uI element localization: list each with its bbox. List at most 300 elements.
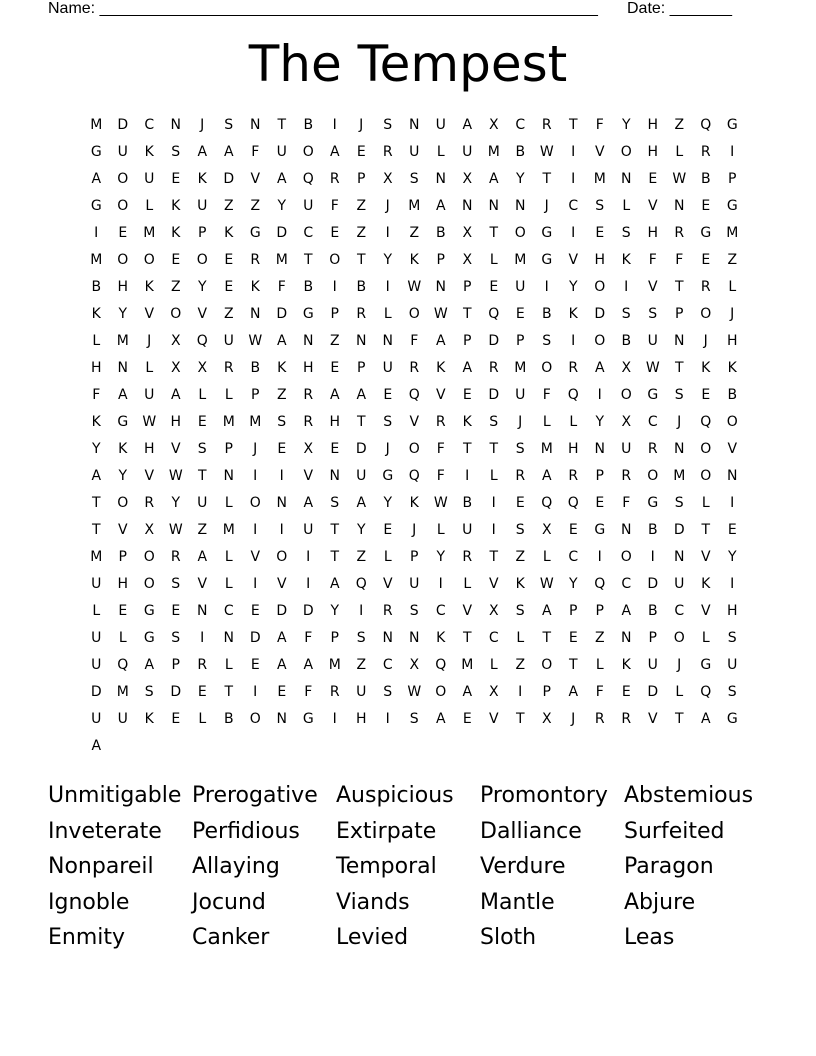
grid-letter: F: [595, 117, 604, 133]
grid-letter: C: [568, 198, 579, 214]
grid-letter: L: [701, 630, 710, 646]
grid-letter: U: [91, 657, 102, 673]
grid-letter: I: [359, 603, 364, 619]
grid-letter: N: [727, 468, 738, 484]
grid-letter: I: [279, 468, 284, 484]
grid-letter: E: [118, 603, 128, 619]
grid-letter: G: [249, 225, 261, 241]
grid-letter: F: [304, 684, 313, 700]
grid-letter: K: [91, 414, 101, 430]
grid-letter: O: [435, 684, 447, 700]
grid-letter: L: [595, 657, 604, 673]
grid-letter: U: [356, 684, 367, 700]
grid-letter: R: [303, 414, 314, 430]
grid-letter: N: [409, 117, 420, 133]
grid-letter: V: [197, 306, 208, 322]
grid-letter: Y: [356, 522, 366, 538]
grid-letter: L: [569, 414, 578, 430]
grid-letter: P: [595, 468, 604, 484]
grid-letter: Y: [568, 576, 578, 592]
word-bank-item: Inveterate: [48, 818, 162, 844]
grid-letter: R: [515, 468, 526, 484]
grid-letter: L: [463, 576, 472, 592]
grid-letter: B: [515, 144, 526, 160]
grid-letter: P: [542, 684, 551, 700]
grid-letter: M: [275, 252, 288, 268]
grid-letter: R: [356, 306, 367, 322]
grid-letter: I: [253, 576, 258, 592]
grid-letter: P: [595, 603, 604, 619]
grid-letter: T: [330, 549, 340, 565]
grid-letter: L: [489, 657, 498, 673]
grid-letter: O: [594, 333, 606, 349]
grid-letter: E: [277, 441, 287, 457]
grid-letter: M: [328, 657, 341, 673]
word-bank-item: Temporal: [336, 854, 437, 879]
grid-letter: L: [436, 144, 445, 160]
grid-letter: A: [276, 333, 287, 349]
grid-letter: F: [410, 333, 419, 349]
grid-letter: T: [356, 414, 366, 430]
grid-letter: I: [465, 468, 470, 484]
grid-letter: G: [726, 198, 738, 214]
grid-letter: X: [621, 360, 632, 376]
grid-letter: N: [621, 171, 632, 187]
grid-letter: S: [330, 495, 340, 511]
grid-letter: Z: [674, 117, 685, 133]
grid-letter: H: [594, 252, 606, 268]
grid-letter: N: [197, 603, 208, 619]
grid-letter: K: [727, 360, 737, 376]
grid-letter: J: [730, 306, 735, 322]
grid-letter: T: [197, 468, 207, 484]
grid-letter: E: [224, 279, 234, 295]
word-bank-item: Levied: [336, 925, 409, 950]
grid-letter: N: [594, 441, 605, 457]
grid-letter: B: [621, 333, 632, 349]
grid-letter: N: [303, 333, 314, 349]
grid-letter: B: [647, 603, 658, 619]
grid-letter: Y: [171, 495, 181, 511]
grid-letter: E: [515, 495, 525, 511]
grid-letter: P: [569, 603, 578, 619]
grid-letter: C: [621, 576, 632, 592]
grid-letter: B: [727, 387, 738, 403]
grid-letter: Q: [700, 117, 712, 133]
grid-letter: F: [92, 387, 101, 403]
grid-letter: Z: [223, 198, 234, 214]
grid-letter: L: [675, 144, 684, 160]
grid-letter: O: [143, 252, 155, 268]
grid-letter: E: [648, 171, 658, 187]
grid-letter: F: [622, 495, 631, 511]
grid-letter: D: [647, 684, 659, 700]
grid-letter: P: [357, 171, 366, 187]
grid-letter: Q: [700, 684, 712, 700]
grid-letter: I: [332, 279, 337, 295]
grid-letter: R: [488, 360, 499, 376]
grid-letter: R: [409, 360, 420, 376]
grid-letter: K: [436, 360, 446, 376]
grid-letter: O: [726, 414, 738, 430]
grid-letter: L: [489, 252, 498, 268]
grid-letter: N: [621, 522, 632, 538]
grid-letter: U: [462, 522, 473, 538]
grid-letter: T: [356, 252, 366, 268]
grid-letter: R: [303, 387, 314, 403]
grid-letter: C: [568, 549, 579, 565]
grid-letter: Y: [436, 549, 446, 565]
grid-letter: A: [276, 171, 287, 187]
grid-letter: S: [515, 441, 525, 457]
grid-letter: V: [250, 171, 261, 187]
grid-letter: S: [621, 225, 631, 241]
grid-letter: A: [541, 468, 552, 484]
grid-letter: R: [568, 360, 579, 376]
grid-letter: T: [674, 279, 684, 295]
grid-letter: A: [276, 630, 287, 646]
grid-letter: U: [647, 657, 658, 673]
grid-letter: R: [435, 414, 446, 430]
grid-letter: N: [435, 279, 446, 295]
grid-letter: G: [594, 522, 606, 538]
grid-letter: V: [170, 441, 181, 457]
grid-letter: A: [170, 387, 181, 403]
grid-letter: X: [462, 225, 473, 241]
grid-letter: G: [143, 630, 155, 646]
grid-letter: V: [700, 603, 711, 619]
word-bank-item: Surfeited: [624, 818, 725, 844]
grid-letter: K: [91, 306, 101, 322]
grid-letter: T: [330, 522, 340, 538]
grid-letter: A: [303, 657, 314, 673]
grid-letter: D: [355, 441, 367, 457]
grid-letter: N: [674, 441, 685, 457]
grid-letter: P: [675, 306, 684, 322]
grid-letter: M: [461, 657, 474, 673]
grid-letter: A: [91, 468, 102, 484]
grid-letter: D: [117, 117, 129, 133]
grid-letter: M: [116, 333, 129, 349]
grid-letter: K: [171, 198, 181, 214]
grid-letter: J: [412, 522, 417, 538]
grid-letter: E: [568, 522, 578, 538]
grid-letter: A: [91, 171, 102, 187]
grid-letter: O: [541, 360, 553, 376]
grid-letter: L: [516, 630, 525, 646]
grid-letter: A: [303, 495, 314, 511]
grid-letter: A: [144, 657, 155, 673]
grid-letter: O: [249, 495, 261, 511]
grid-letter: V: [117, 522, 128, 538]
grid-letter: V: [647, 711, 658, 727]
grid-letter: P: [728, 171, 737, 187]
grid-letter: V: [488, 711, 499, 727]
grid-letter: P: [648, 630, 657, 646]
grid-letter: O: [276, 549, 288, 565]
grid-letter: U: [91, 576, 102, 592]
grid-letter: V: [250, 549, 261, 565]
grid-letter: I: [200, 630, 205, 646]
grid-letter: C: [435, 603, 446, 619]
grid-letter: S: [727, 630, 737, 646]
grid-letter: A: [276, 657, 287, 673]
grid-letter: A: [462, 117, 473, 133]
grid-letter: W: [248, 333, 263, 349]
grid-letter: X: [541, 522, 552, 538]
grid-letter: L: [224, 387, 233, 403]
grid-letter: W: [407, 684, 422, 700]
grid-letter: P: [463, 333, 472, 349]
grid-letter: M: [673, 468, 686, 484]
grid-letter: S: [409, 171, 419, 187]
grid-letter: V: [647, 279, 658, 295]
grid-letter: J: [518, 414, 523, 430]
grid-letter: V: [568, 252, 579, 268]
grid-letter: T: [462, 630, 472, 646]
grid-letter: Q: [117, 657, 129, 673]
grid-letter: K: [144, 279, 154, 295]
grid-letter: S: [674, 387, 684, 403]
grid-letter: C: [223, 603, 234, 619]
grid-letter: M: [540, 441, 553, 457]
grid-letter: X: [462, 171, 473, 187]
grid-letter: K: [462, 414, 472, 430]
grid-letter: I: [332, 711, 337, 727]
grid-letter: D: [170, 684, 182, 700]
grid-letter: U: [409, 144, 420, 160]
grid-letter: E: [701, 252, 711, 268]
grid-letter: E: [568, 630, 578, 646]
grid-letter: S: [383, 684, 393, 700]
grid-letter: T: [674, 711, 684, 727]
word-bank-item: Unmitigable: [48, 783, 182, 808]
grid-letter: B: [647, 522, 658, 538]
grid-letter: T: [701, 522, 711, 538]
grid-letter: D: [647, 576, 659, 592]
grid-letter: H: [329, 414, 341, 430]
grid-letter: T: [462, 306, 472, 322]
grid-letter: W: [142, 414, 157, 430]
grid-letter: C: [382, 657, 393, 673]
grid-letter: U: [144, 171, 155, 187]
grid-letter: V: [276, 576, 287, 592]
grid-letter: L: [224, 549, 233, 565]
grid-letter: L: [675, 684, 684, 700]
grid-letter: C: [144, 117, 155, 133]
grid-letter: V: [488, 576, 499, 592]
grid-letter: U: [409, 576, 420, 592]
grid-letter: L: [224, 576, 233, 592]
grid-letter: L: [198, 711, 207, 727]
grid-letter: T: [224, 684, 234, 700]
grid-letter: J: [677, 657, 682, 673]
grid-letter: M: [90, 549, 103, 565]
grid-letter: J: [544, 198, 549, 214]
grid-letter: M: [726, 225, 739, 241]
grid-letter: D: [594, 306, 606, 322]
grid-letter: V: [727, 441, 738, 457]
grid-letter: N: [382, 333, 393, 349]
grid-letter: L: [198, 387, 207, 403]
grid-letter: F: [304, 630, 313, 646]
grid-letter: N: [250, 117, 261, 133]
grid-letter: O: [620, 387, 632, 403]
grid-letter: I: [624, 279, 629, 295]
grid-letter: O: [408, 441, 420, 457]
grid-letter: S: [595, 198, 605, 214]
grid-letter: S: [727, 684, 737, 700]
grid-letter: J: [253, 441, 258, 457]
grid-letter: V: [594, 144, 605, 160]
grid-letter: X: [170, 360, 181, 376]
grid-letter: J: [359, 117, 364, 133]
grid-letter: P: [330, 306, 339, 322]
grid-letter: N: [250, 306, 261, 322]
grid-letter: G: [647, 495, 659, 511]
grid-letter: N: [223, 630, 234, 646]
grid-letter: M: [249, 414, 262, 430]
grid-letter: W: [168, 468, 183, 484]
grid-letter: I: [544, 279, 549, 295]
grid-letter: E: [595, 495, 605, 511]
grid-letter: Y: [91, 441, 101, 457]
name-field-label: Name: ________________________________________________________: [48, 0, 598, 17]
grid-letter: U: [515, 387, 526, 403]
grid-letter: L: [489, 468, 498, 484]
grid-letter: O: [541, 657, 553, 673]
grid-letter: X: [488, 117, 499, 133]
grid-letter: A: [435, 198, 446, 214]
grid-letter: P: [463, 279, 472, 295]
grid-letter: E: [224, 252, 234, 268]
grid-letter: S: [144, 684, 154, 700]
grid-letter: N: [170, 117, 181, 133]
grid-letter: G: [700, 657, 712, 673]
grid-letter: J: [200, 117, 205, 133]
grid-letter: E: [356, 144, 366, 160]
grid-letter: I: [491, 495, 496, 511]
grid-letter: T: [303, 252, 313, 268]
grid-letter: L: [224, 657, 233, 673]
grid-letter: K: [144, 711, 154, 727]
grid-letter: U: [91, 711, 102, 727]
grid-letter: O: [700, 468, 712, 484]
grid-letter: Z: [223, 306, 234, 322]
grid-letter: Z: [197, 522, 208, 538]
grid-letter: U: [356, 468, 367, 484]
grid-letter: Y: [595, 414, 605, 430]
grid-letter: B: [462, 495, 473, 511]
word-bank: [48, 778, 768, 956]
grid-letter: G: [700, 225, 712, 241]
grid-letter: S: [197, 441, 207, 457]
grid-letter: U: [303, 522, 314, 538]
grid-letter: Z: [170, 279, 181, 295]
grid-letter: P: [357, 360, 366, 376]
grid-letter: M: [593, 171, 606, 187]
grid-letter: U: [435, 117, 446, 133]
grid-letter: Y: [277, 198, 287, 214]
grid-letter: I: [385, 225, 390, 241]
grid-letter: O: [408, 306, 420, 322]
grid-letter: V: [144, 306, 155, 322]
grid-letter: R: [621, 468, 632, 484]
grid-letter: B: [303, 117, 314, 133]
grid-letter: A: [329, 387, 340, 403]
grid-letter: P: [436, 252, 445, 268]
grid-letter: X: [197, 360, 208, 376]
grid-letter: W: [407, 279, 422, 295]
grid-letter: P: [410, 549, 419, 565]
grid-letter: I: [385, 279, 390, 295]
grid-letter: S: [171, 576, 181, 592]
grid-letter: G: [382, 468, 394, 484]
grid-letter: I: [571, 144, 576, 160]
grid-letter: Z: [276, 387, 287, 403]
grid-letter: X: [144, 522, 155, 538]
grid-letter: F: [436, 441, 445, 457]
grid-letter: E: [383, 522, 393, 538]
grid-letter: V: [647, 198, 658, 214]
grid-letter: A: [223, 144, 234, 160]
grid-letter: T: [91, 522, 101, 538]
grid-letter: T: [542, 171, 552, 187]
grid-letter: U: [303, 198, 314, 214]
grid-letter: O: [170, 306, 182, 322]
grid-letter: R: [382, 603, 393, 619]
grid-letter: G: [726, 117, 738, 133]
grid-letter: O: [302, 144, 314, 160]
grid-letter: W: [672, 171, 687, 187]
grid-letter: Z: [727, 252, 738, 268]
grid-letter: A: [91, 738, 102, 754]
grid-letter: H: [355, 711, 367, 727]
worksheet-header: [48, 0, 748, 20]
grid-letter: P: [171, 657, 180, 673]
grid-letter: G: [143, 603, 155, 619]
grid-letter: L: [622, 198, 631, 214]
grid-letter: E: [462, 387, 472, 403]
grid-letter: A: [462, 360, 473, 376]
grid-letter: E: [330, 360, 340, 376]
grid-letter: I: [306, 576, 311, 592]
grid-letter: E: [250, 603, 260, 619]
grid-letter: D: [90, 684, 102, 700]
grid-letter: D: [488, 387, 500, 403]
grid-letter: N: [674, 549, 685, 565]
grid-letter: W: [433, 306, 448, 322]
grid-letter: S: [409, 711, 419, 727]
grid-letter: H: [726, 603, 738, 619]
grid-letter: G: [726, 711, 738, 727]
grid-letter: S: [171, 630, 181, 646]
grid-letter: Q: [196, 333, 208, 349]
grid-letter: E: [171, 711, 181, 727]
grid-letter: M: [408, 198, 421, 214]
grid-letter: L: [224, 495, 233, 511]
grid-letter: H: [143, 441, 155, 457]
grid-letter: I: [94, 225, 99, 241]
word-bank-item: Viands: [336, 889, 410, 915]
grid-letter: Q: [700, 414, 712, 430]
grid-letter: K: [144, 144, 154, 160]
grid-letter: K: [701, 360, 711, 376]
word-bank-item: Prerogative: [192, 783, 318, 808]
grid-letter: R: [674, 225, 685, 241]
grid-letter: K: [621, 657, 631, 673]
grid-letter: C: [303, 225, 314, 241]
